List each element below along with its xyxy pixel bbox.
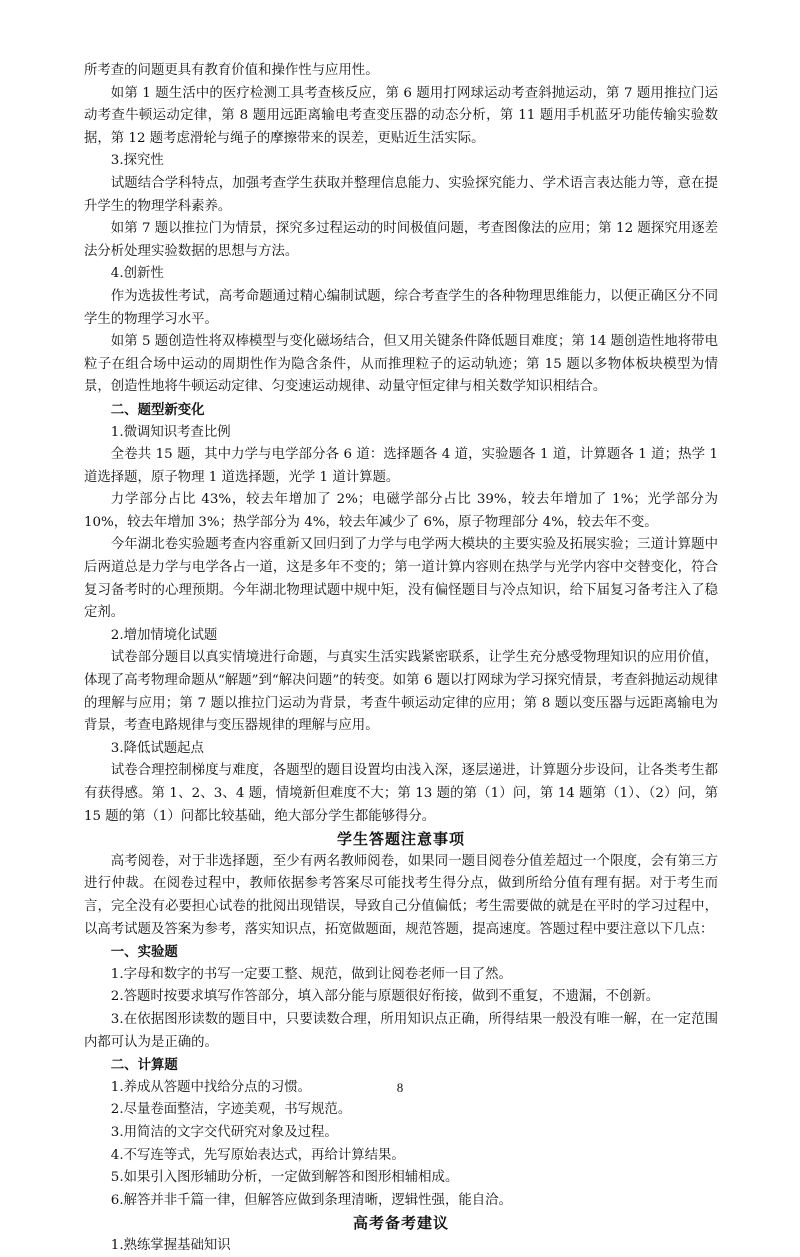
paragraph: 试题结合学科特点，加强考查学生获取并整理信息能力、实验探究能力、学术语言表达能力等，意在提升学生的物理学科素养。 <box>84 175 718 214</box>
paragraph: 今年湖北卷实验题考查内容重新又回归到了力学与电学两大模块的主要实验及拓展实验；三道计算题中后两道总是力学与电学各占一道，这是多年不变的；第一道计算内容则在热学与光学内容中交替变化，符合复习备考时的心理预期。今年湖北物理试题中规中矩，没有偏怪题目与冷点知识，给下届复习备考注入了稳定剂。 <box>84 537 718 621</box>
paragraph: 力学部分占比 43%，较去年增加了 2%；电磁学部分占比 39%，较去年增加了 1%；光学部分为 10%，较去年增加 3%；热学部分为 4%，较去年减少了 6%，原子物理部分 4%，较去年不变。 <box>84 492 718 530</box>
list-item: 3.用简洁的文字交代研究对象及过程。 <box>110 1124 338 1140</box>
list-item: 2.答题时按要求填写作答部分，填入部分能与原题很好衔接，做到不重复，不遗漏，不创新。 <box>110 989 660 1005</box>
paragraph: 作为选拔性考试，高考命题通过精心编制试题，综合考查学生的各种物理思维能力，以便正确区分不同学生的物理学习水平。 <box>84 288 718 327</box>
page-number: 8 <box>396 1080 404 1095</box>
list-item: 6.解答并非千篇一律，但解答应做到条理清晰，逻辑性强，能自洽。 <box>110 1192 512 1208</box>
paragraph: 如第 5 题创造性将双棒模型与变化磁场结合，但又用关键条件降低题目难度；第 14 题创造性地将带电粒子在组合场中运动的周期性作为隐含条件，从而推理粒子的运动轨迹；第 15 题以多物体板块模型为情景，创造性地将牛顿运动定律、匀变速运动规律、动量守恒定律与相关数学知识相结合。 <box>84 334 718 395</box>
section-title: 学生答题注意事项 <box>336 830 465 849</box>
subsection-heading: 2.增加情境化试题 <box>110 627 218 643</box>
list-item: 5.如果引入图形辅助分析，一定做到解答和图形相辅相成。 <box>110 1170 459 1186</box>
paragraph: 全卷共 15 题，其中力学与电学部分各 6 道：选择题各 4 道，实验题各 1 道，计算题各 1 道；热学 1 道选择题，原子物理 1 道选择题，光学 1 道计算题。 <box>84 447 718 485</box>
subsection-heading: 4.创新性 <box>110 266 164 282</box>
paragraph: 如第 1 题生活中的医疗检测工具考查核反应，第 6 题用打网球运动考查斜抛运动，第 7 题用推拉门运动考查牛顿运动定律，第 8 题用远距离输电考查变压器的动态分析，第 11 题用手机蓝牙功能传输实验数据，第 12 题考虑滑轮与绳子的摩擦带来的误差，更贴近生活实际。 <box>84 85 718 146</box>
section-heading: 二、计算题 <box>110 1057 178 1074</box>
section-heading: 二、题型新变化 <box>110 401 205 418</box>
list-item: 2.尽量卷面整洁，字迹美观，书写规范。 <box>110 1102 352 1118</box>
document-body <box>84 60 718 1257</box>
paragraph: 试卷部分题目以真实情境进行命题，与真实生活实践紧密联系，让学生充分感受物理知识的应用价值，体现了高考物理命题从“解题”到“解决问题”的转变。如第 6 题以打网球为学习探究情景，考查斜抛运动规律的理解与应用；第 7 题以推拉门运动为背景，考查牛顿运动定律的应用；第 8 题以变压器与远距离输电为背景，考查电路规律与变压器规律的理解与应用。 <box>84 650 718 734</box>
section-heading: 一、实验题 <box>110 944 178 961</box>
list-item: 3.在依据图形读数的题目中，只要读数合理，所用知识点正确，所得结果一般没有唯一解，在一定范围内都可认为是正确的。 <box>84 1011 718 1050</box>
paragraph: 高考阅卷，对于非选择题，至少有两名教师阅卷，如果同一题目阅卷分值差超过一个限度，会有第三方进行仲裁。在阅卷过程中，教师依据参考答案尽可能找考生得分点，做到所给分值有理有据。对于考生而言，完全没有必要担心试卷的批阅出现错误，导致自己分值偏低；考生需要做的就是在平时的学习过程中，以高考试题及答案为参考，落实知识点，拓宽做题面，规范答题，提高速度。答题过程中要注意以下几点： <box>84 853 718 937</box>
subsection-heading: 3.降低试题起点 <box>110 740 204 756</box>
paragraph: 如第 7 题以推拉门为情景，探究多过程运动的时间极值问题，考查图像法的应用；第 12 题探究用逐差法分析处理实验数据的思想与方法。 <box>84 221 718 259</box>
subsection-heading: 3.探究性 <box>110 153 164 169</box>
list-item: 4.不写连等式，先写原始表达式，再给计算结果。 <box>110 1147 405 1163</box>
paragraph: 试卷合理控制梯度与难度，各题型的题目设置均由浅入深，逐层递进，计算题分步设问，让各类考生都有获得感。第 1、2、3、4 题，情境新但难度不大；第 13 题的第（1）问，第 14 题第（1）、（2）问，第 15 题的第（1）问都比较基础，绝大部分学生都能够得分。 <box>84 763 718 824</box>
subsection-heading: 1.微调知识考查比例 <box>110 424 231 440</box>
section-title: 高考备考建议 <box>352 1214 449 1233</box>
list-item: 1.字母和数字的书写一定要工整、规范，做到让阅卷老师一目了然。 <box>110 966 512 982</box>
paragraph: 所考查的问题更具有教育价值和操作性与应用性。 <box>84 63 379 78</box>
list-item: 1.熟练掌握基础知识 <box>110 1237 231 1253</box>
list-item: 1.养成从答题中找给分点的习惯。 <box>110 1079 312 1095</box>
